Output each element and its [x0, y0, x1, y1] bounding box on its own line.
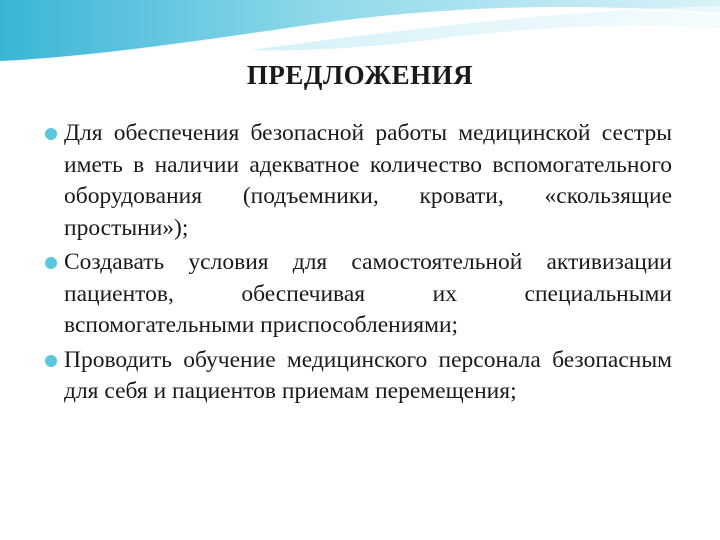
bullet-icon [45, 257, 57, 269]
bullet-icon [45, 128, 57, 140]
bullet-icon [45, 355, 57, 367]
list-item [40, 345, 672, 408]
list-item-text: Проводить обучение медицинского персонала безопасным для себя и пациентов приемам перемещения; [64, 346, 672, 404]
list-item-text: Для обеспечения безопасной работы медицинской сестры иметь в наличии адекватное количество вспомогательного оборудования (подъемники, кровати, «скользящие простыни»); [64, 120, 672, 241]
slide-title: ПРЕДЛОЖЕНИЯ [246, 60, 474, 90]
list-item [40, 118, 672, 244]
list-item-text: Создавать условия для самостоятельной активизации пациентов, обеспечивая их специальными вспомогательными приспособлениями; [64, 249, 672, 338]
bullet-list [40, 118, 672, 411]
list-item [40, 247, 672, 342]
